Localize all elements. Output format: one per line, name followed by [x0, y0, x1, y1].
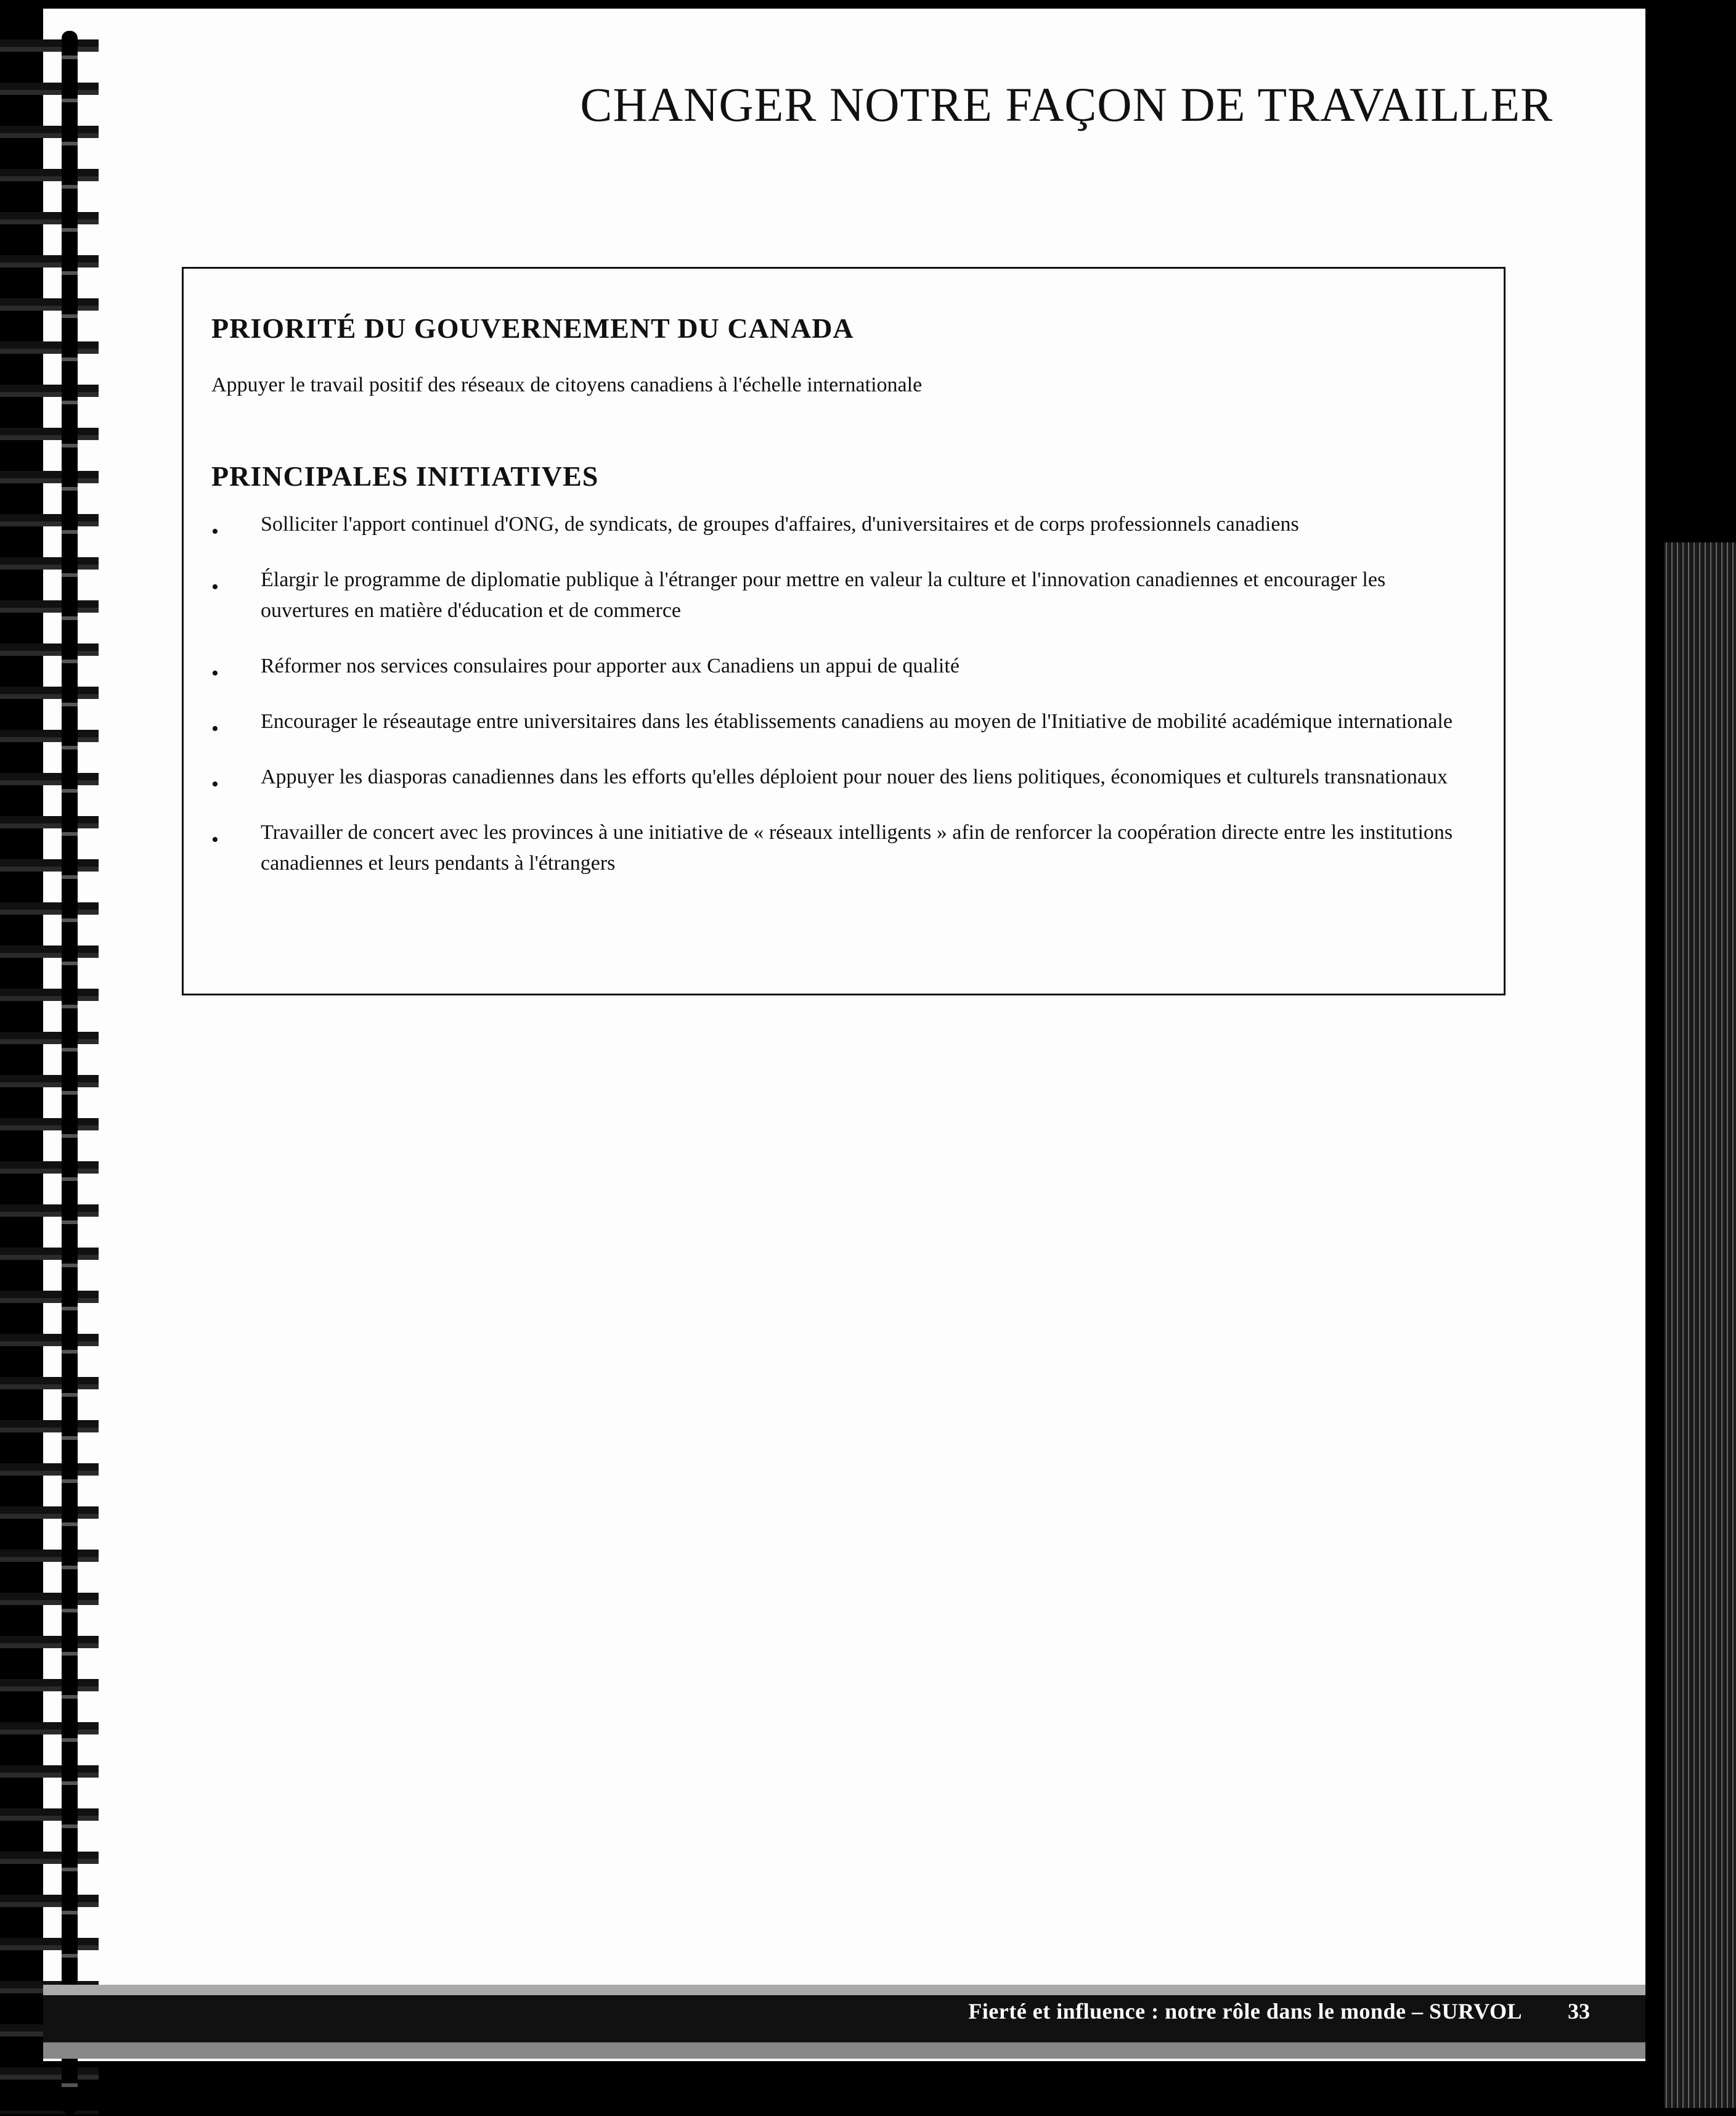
- bullet-icon: •: [211, 773, 219, 796]
- page-edge-texture: [1664, 542, 1736, 2108]
- spiral-binding: [0, 31, 99, 2114]
- initiative-text: Solliciter l'apport continuel d'ONG, de syndicats, de groupes d'affaires, d'universitaires et de corps professionnels canadiens: [261, 513, 1299, 536]
- bullet-icon: •: [211, 520, 219, 543]
- page-number: 33: [1568, 1999, 1590, 2024]
- initiatives-list: [211, 509, 1469, 904]
- list-item: [211, 706, 1469, 740]
- list-item: [211, 762, 1469, 796]
- initiative-text: Appuyer les diasporas canadiennes dans les efforts qu'elles déploient pour nouer des liens politiques, économiques et culturels transnationaux: [261, 766, 1448, 788]
- initiative-text: Encourager le réseautage entre universitaires dans les établissements canadiens au moyen de l'Initiative de mobilité académique internationale: [261, 710, 1453, 733]
- bullet-icon: •: [211, 662, 219, 685]
- initiative-text: Réformer nos services consulaires pour apporter aux Canadiens un appui de qualité: [261, 655, 960, 677]
- initiative-text: Travailler de concert avec les provinces à une initiative de « réseaux intelligents » afin de renforcer la coopération directe entre les institutions canadiennes et leurs pendants à l'étrangers: [261, 821, 1453, 875]
- list-item: [211, 565, 1469, 626]
- bullet-icon: •: [211, 576, 219, 598]
- list-item: [211, 817, 1469, 879]
- list-item: [211, 509, 1469, 543]
- footer-band: [43, 1985, 1645, 2059]
- priority-heading: PRIORITÉ DU GOUVERNEMENT DU CANADA: [211, 312, 854, 344]
- initiative-text: Élargir le programme de diplomatie publique à l'étranger pour mettre en valeur la culture et l'innovation canadiennes et encourager les ouvertures en matière d'éducation et de commerce: [261, 568, 1386, 622]
- list-item: [211, 651, 1469, 685]
- priority-text: Appuyer le travail positif des réseaux de citoyens canadiens à l'échelle internationale: [211, 374, 923, 396]
- priority-box: [182, 267, 1506, 995]
- initiatives-heading: PRINCIPALES INITIATIVES: [211, 460, 599, 492]
- page-title: CHANGER NOTRE FAÇON DE TRAVAILLER: [580, 78, 1553, 131]
- bullet-icon: •: [211, 717, 219, 740]
- footer-title: Fierté et influence : notre rôle dans le monde – SURVOL: [968, 1999, 1522, 2024]
- bullet-icon: •: [211, 828, 219, 851]
